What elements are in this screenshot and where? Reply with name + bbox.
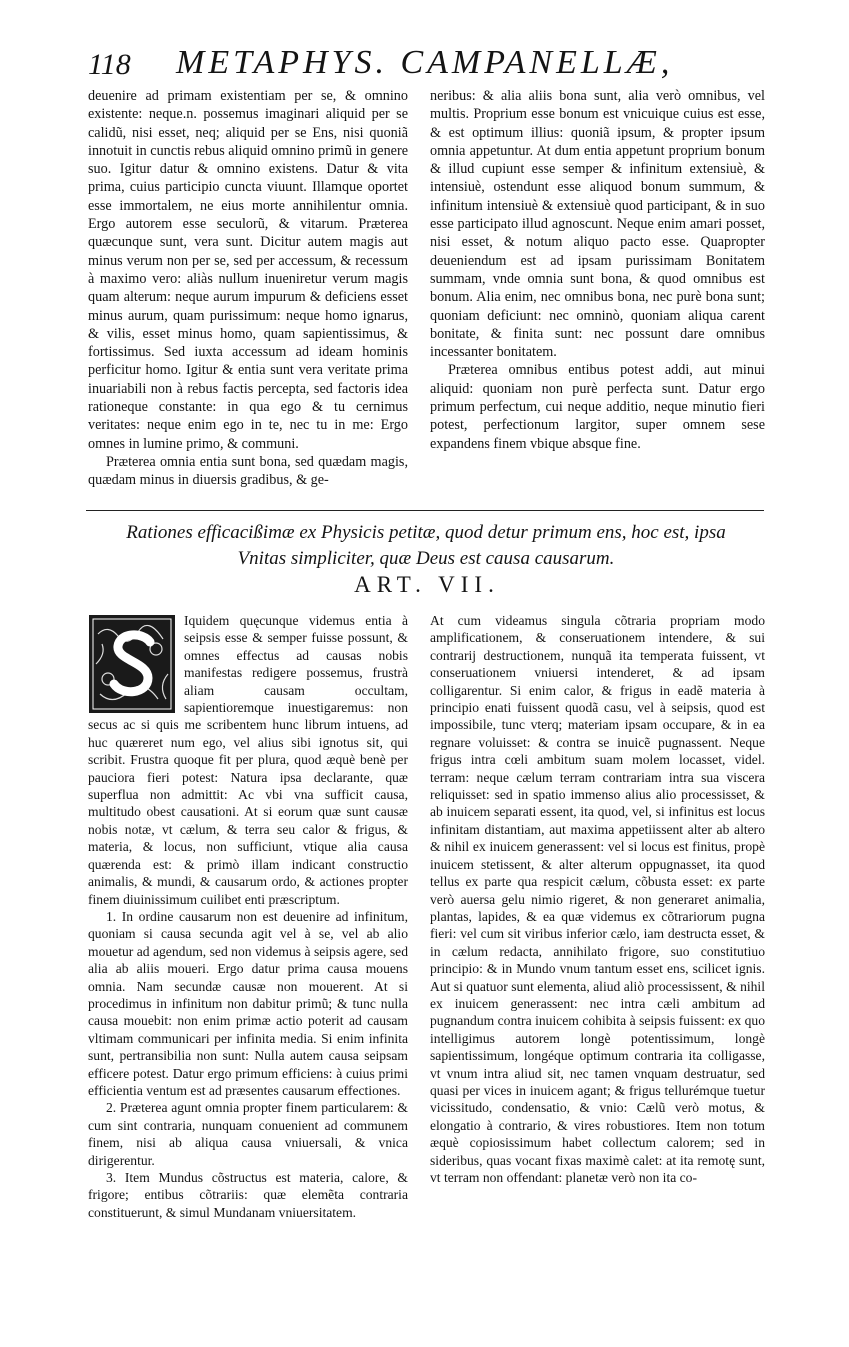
section-divider [86,510,764,511]
running-header [88,40,808,90]
paragraph: Præterea omnia entia sunt bona, sed quædam magis, quædam minus in diuersis gradibus, & ge- [88,453,408,489]
article-label: ART. VII. [354,572,500,597]
ornamental-initial-s-icon [88,614,176,714]
running-title: METAPHYS. CAMPANELLÆ, [176,44,674,81]
paragraph: Præterea omnibus entibus potest addi, aut minui aliquid: quoniam non purè perfecta sunt. Datur ergo primum perfectum, cui neque additio, neque minutio fieri potest, perfectionum largitor, super omnem sese expandens finem vbique absque fine. [430,362,765,452]
bottom-left-column [88,612,408,1221]
section-heading [96,520,756,572]
paragraph: 2. Præterea agunt omnia propter finem particularem: & cum sint contraria, nunquam conuenient ad communem finem, nisi ab aliqua causa vniuersali, & vnica dirigerentur. [88,1100,408,1168]
paragraph: 3. Item Mundus cõstructus est materia, calore, & frigore; entibus cõtrariis: quæ elemẽta contraria constituerunt, & simul Mundanam vniuersitatem. [88,1170,408,1220]
paragraph: At cum videamus singula cõtraria propriam modo amplificationem, & conseruationem intendere, & sui contrarij destructionem, nunquã ita temperata fuissent, vt conseruationem vniuersi intenderet, & ad ipsam colligarentur. Si enim calor, & frigus in eadẽ materia à principio enati fuissent quodã casu, vel à seipsis, quod est impossibile, tunc vterq; materiam ipsam occupare, & in ea regnare voluisset: & contra se inuicẽ pugnassent. Neque frigus intra cœli ambitum suam molem locasset, videl. terram: neque cælum terram contrariam intra sua viscera reliquisset: sed in spatio immenso alius alio processisset, & ab inuicem separati essent, ita quod, vel, si infinitus est locus infinitam distantiam, aut maxima appetiissent alter ab altero & nihil ex inuicem generassent: vel si locus est finitus, propè inuicem stetissent, & alter alterum oppugnasset, ita quod tellus ex parte qua respicit cælum, cõbusta esset: ex parte verò auersa gelu nimio rigeret, & non generaret animalia, plantas, lapides, & ea quæ videmus ex cõtrariorum pugna fieri: vel cum sit viribus inferior cælo, iam destructa esset, & in cælum redacta, annihilato frigore, suo constitutiuo principio: & in Mundo vnum tantum esset ens, scilicet ignis. Aut si quatuor sunt elementa, aliud aliò processissent, & nihil ex inuicem generassent: nec intra cæli ambitum ad pugnandum contra inuicem cohibita à seipsis fuissent: ex quo intelligimus autorem longè potentissimum, longè sapientissimum, longéque optimum contraria ita colligasse, vt vnum intra aliud sit, nec tamen vnquam destruatur, sed quasi per vices in inuicem agant; & frigus tellurémque tuetur vicissitudo, condensatio, & vnio: Cælũ verò motus, & elongatio à contrario, & vires robustiores. Item non totum æquè copiosissimum habet collectum calorem; sed in sideribus, quas vocant fixas maximè calet: at ita remotę sunt, vt terram non offendant: planetæ verò non ita co- [430,613,765,1185]
paragraph: deuenire ad primam existentiam per se, & omnino existente: neque.n. possemus imaginari aliquid per se calidũ, nisi esset, neq; aliquid per se Ens, nisi quoniã innotuit in cunctis rebus aliquid omnino primũ in genere suo. Igitur datur & omnino existens. Datur & vita prima, cuius participio cuncta viuunt. Illamque oportet esse immortalem, ne eius morte annihilentur omnia. Ergo autorem esse seculorũ, & vitarum. Præterea quæcunque sunt, vera sunt. Dicitur autem magis aut minus verum non per se, sed per accessum, & recessum à maximo vero: aliàs nullum inueniretur verum magis quam alterum: neque aurum impurum & deficiens esset minus aurum, quam purissimum: neque homo ignarus, & vilis, esset minus homo, quam sapientissimus, & fortissimus. Sed iuxta accessum ad ideam hominis perficitur homo. Igitur & entia sunt vera veritate prima inuariabili non à rebus factis percepta, sed factoris idea rationeque constante: in qua ego & tu cernimus veritates: neque enim ego in te, nec tu in me: Ergo omnes in lumine primo, & communi. [88,88,408,452]
top-left-column [88,87,408,490]
paragraph: neribus: & alia aliis bona sunt, alia verò omnibus, vel multis. Proprium esse bonum est vnicuique cuius est esse, & est optimum illius: quoniã ipsum, & propter ipsum omnia appetuntur. At dum entia appetunt proprium bonum & illud cupiunt esse semper & infinitum extensiuè, & intensiuè, ostendunt esse aliquod bonum summum, & infinitum intensiuè & extensiuè quod participant, & in suo esse participato illud agnoscunt. Neque enim amari posset, nisi esset, & notum aliquo pacto esse. Quapropter deueniendum est ad ipsam purissimam Bonitatem summam, vnde omnia sunt bona, & quod omnibus est bonum. Alia enim, nec omnibus bona, nec purè bona sunt; quoniam deficiunt: nec omninò, quoniam aliqua carent bonitate, & finita sunt: nec possunt dare omnibus incessanter bonitatem. [430,88,765,361]
paragraph: Iquidem quęcunque videmus entia à seipsis esse & semper fuisse possunt, & omnes effectus ad causas nobis manifestas redigere possemus, frustrà aliam causam occultam, sapientioremque inuestigaremus: non secus ac si quis me scribentem hunc librum intuens, ad huc quæreret num ego, vel alius sibi ignotus sit, qui scribit. Frustra quoque fit per plura, quod æquè benè per pauciora fieri potest: Natura ipsa declarante, quæ superflua non admittit: Ac vbi vna sufficit causa, multitudo obest causationi. At si eorum quæ sunt causæ nobis notæ, vt cælum, & terra seu calor & frigus, & materia, & locus, non sufficiunt, vtique alia causa quærenda est: & primò illam indicant constructio animalis, & mundi, & causarum ordo, & actiones propter finem diuinissimum cuilibet enti præscriptum. [88,613,408,907]
page-number: 118 [88,48,131,81]
bottom-right-column [430,612,765,1186]
top-right-column [430,87,765,453]
section-heading-line: Rationes efficacißimæ ex Physicis petitæ, quod detur primum ens, hoc est, ipsa [126,522,726,543]
section-heading-line: Vnitas simpliciter, quæ Deus est causa causarum. [237,548,615,569]
paragraph: 1. In ordine causarum non est deuenire ad infinitum, quoniam si causa secunda agit vel à se, vel ab alio mouetur ad agendum, sed non videmus à seipsis agere, sed alia ab aliis moueri. Ergo datur prima causa mouens omnia. Nam secundæ causæ non mouerent. At si procedimus in infinitum non dabitur primũ; & tunc nulla causa mouebit: non enim primæ actio poterit ad causam vltimam communicari per infinita media. Si enim infinita sunt, pertransibilia non sunt: Nulla autem causa seipsam efficere potest. Datur ergo primum efficiens: à cuius primi efficientia ventum est ad præsentes causarum effectiones. [88,908,408,1098]
